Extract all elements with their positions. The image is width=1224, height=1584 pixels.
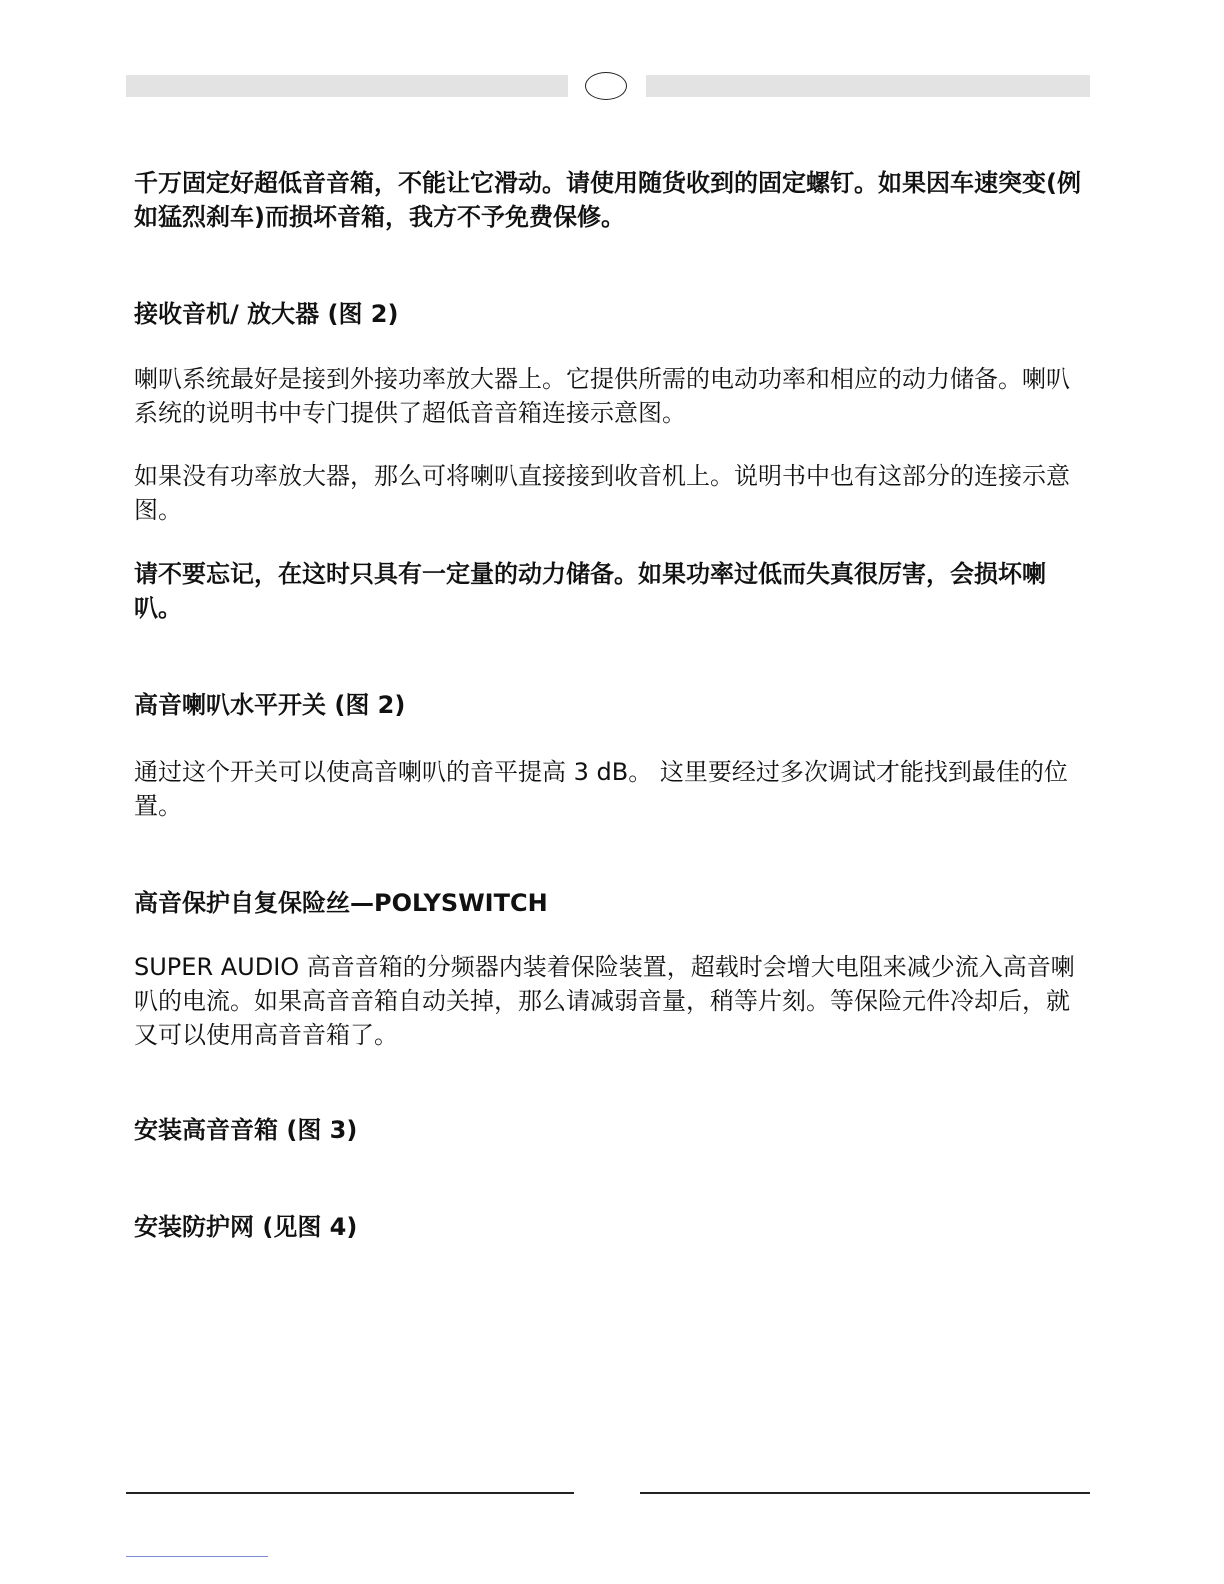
receiver-paragraph-1: 喇叭系统最好是接到外接功率放大器上。它提供所需的电动功率和相应的动力储备。喇叭系统的说明书中专门提供了超低音音箱连接示意图。	[134, 365, 1070, 427]
warning-top: 千万固定好超低音音箱，不能让它滑动。请使用随货收到的固定螺钉。如果因车速突变(例如猛烈刹车)而损坏音箱，我方不予免费保修。	[134, 169, 1081, 231]
receiver-heading: 接收音机/ 放大器 (图 2)	[134, 300, 399, 328]
footer-rule-left	[126, 1492, 574, 1494]
tweeter-level-paragraph: 通过这个开关可以使高音喇叭的音平提高 3 dB。 这里要经过多次调试才能找到最佳的位置。	[134, 758, 1068, 820]
footer-rule-right	[640, 1492, 1090, 1494]
install-tweeter-heading: 安装高音音箱 (图 3)	[134, 1116, 358, 1144]
page-number-oval	[585, 72, 627, 100]
corner-underline	[126, 1556, 268, 1557]
polyswitch-heading: 高音保护自复保险丝—POLYSWITCH	[134, 889, 548, 917]
tweeter-level-heading: 高音喇叭水平开关 (图 2)	[134, 691, 406, 719]
install-grille-heading: 安装防护网 (见图 4)	[134, 1213, 358, 1241]
header-bar-right	[646, 75, 1090, 97]
header-bar-left	[126, 75, 568, 97]
polyswitch-paragraph: SUPER AUDIO 高音音箱的分频器内装着保险装置，超载时会增大电阻来减少流入高音喇叭的电流。如果高音音箱自动关掉，那么请减弱音量，稍等片刻。等保险元件冷却后，就又可以使用高音音箱了。	[134, 953, 1075, 1049]
receiver-paragraph-2: 如果没有功率放大器，那么可将喇叭直接接到收音机上。说明书中也有这部分的连接示意图。	[134, 462, 1070, 524]
receiver-warning: 请不要忘记，在这时只具有一定量的动力储备。如果功率过低而失真很厉害，会损坏喇叭。	[134, 560, 1046, 622]
